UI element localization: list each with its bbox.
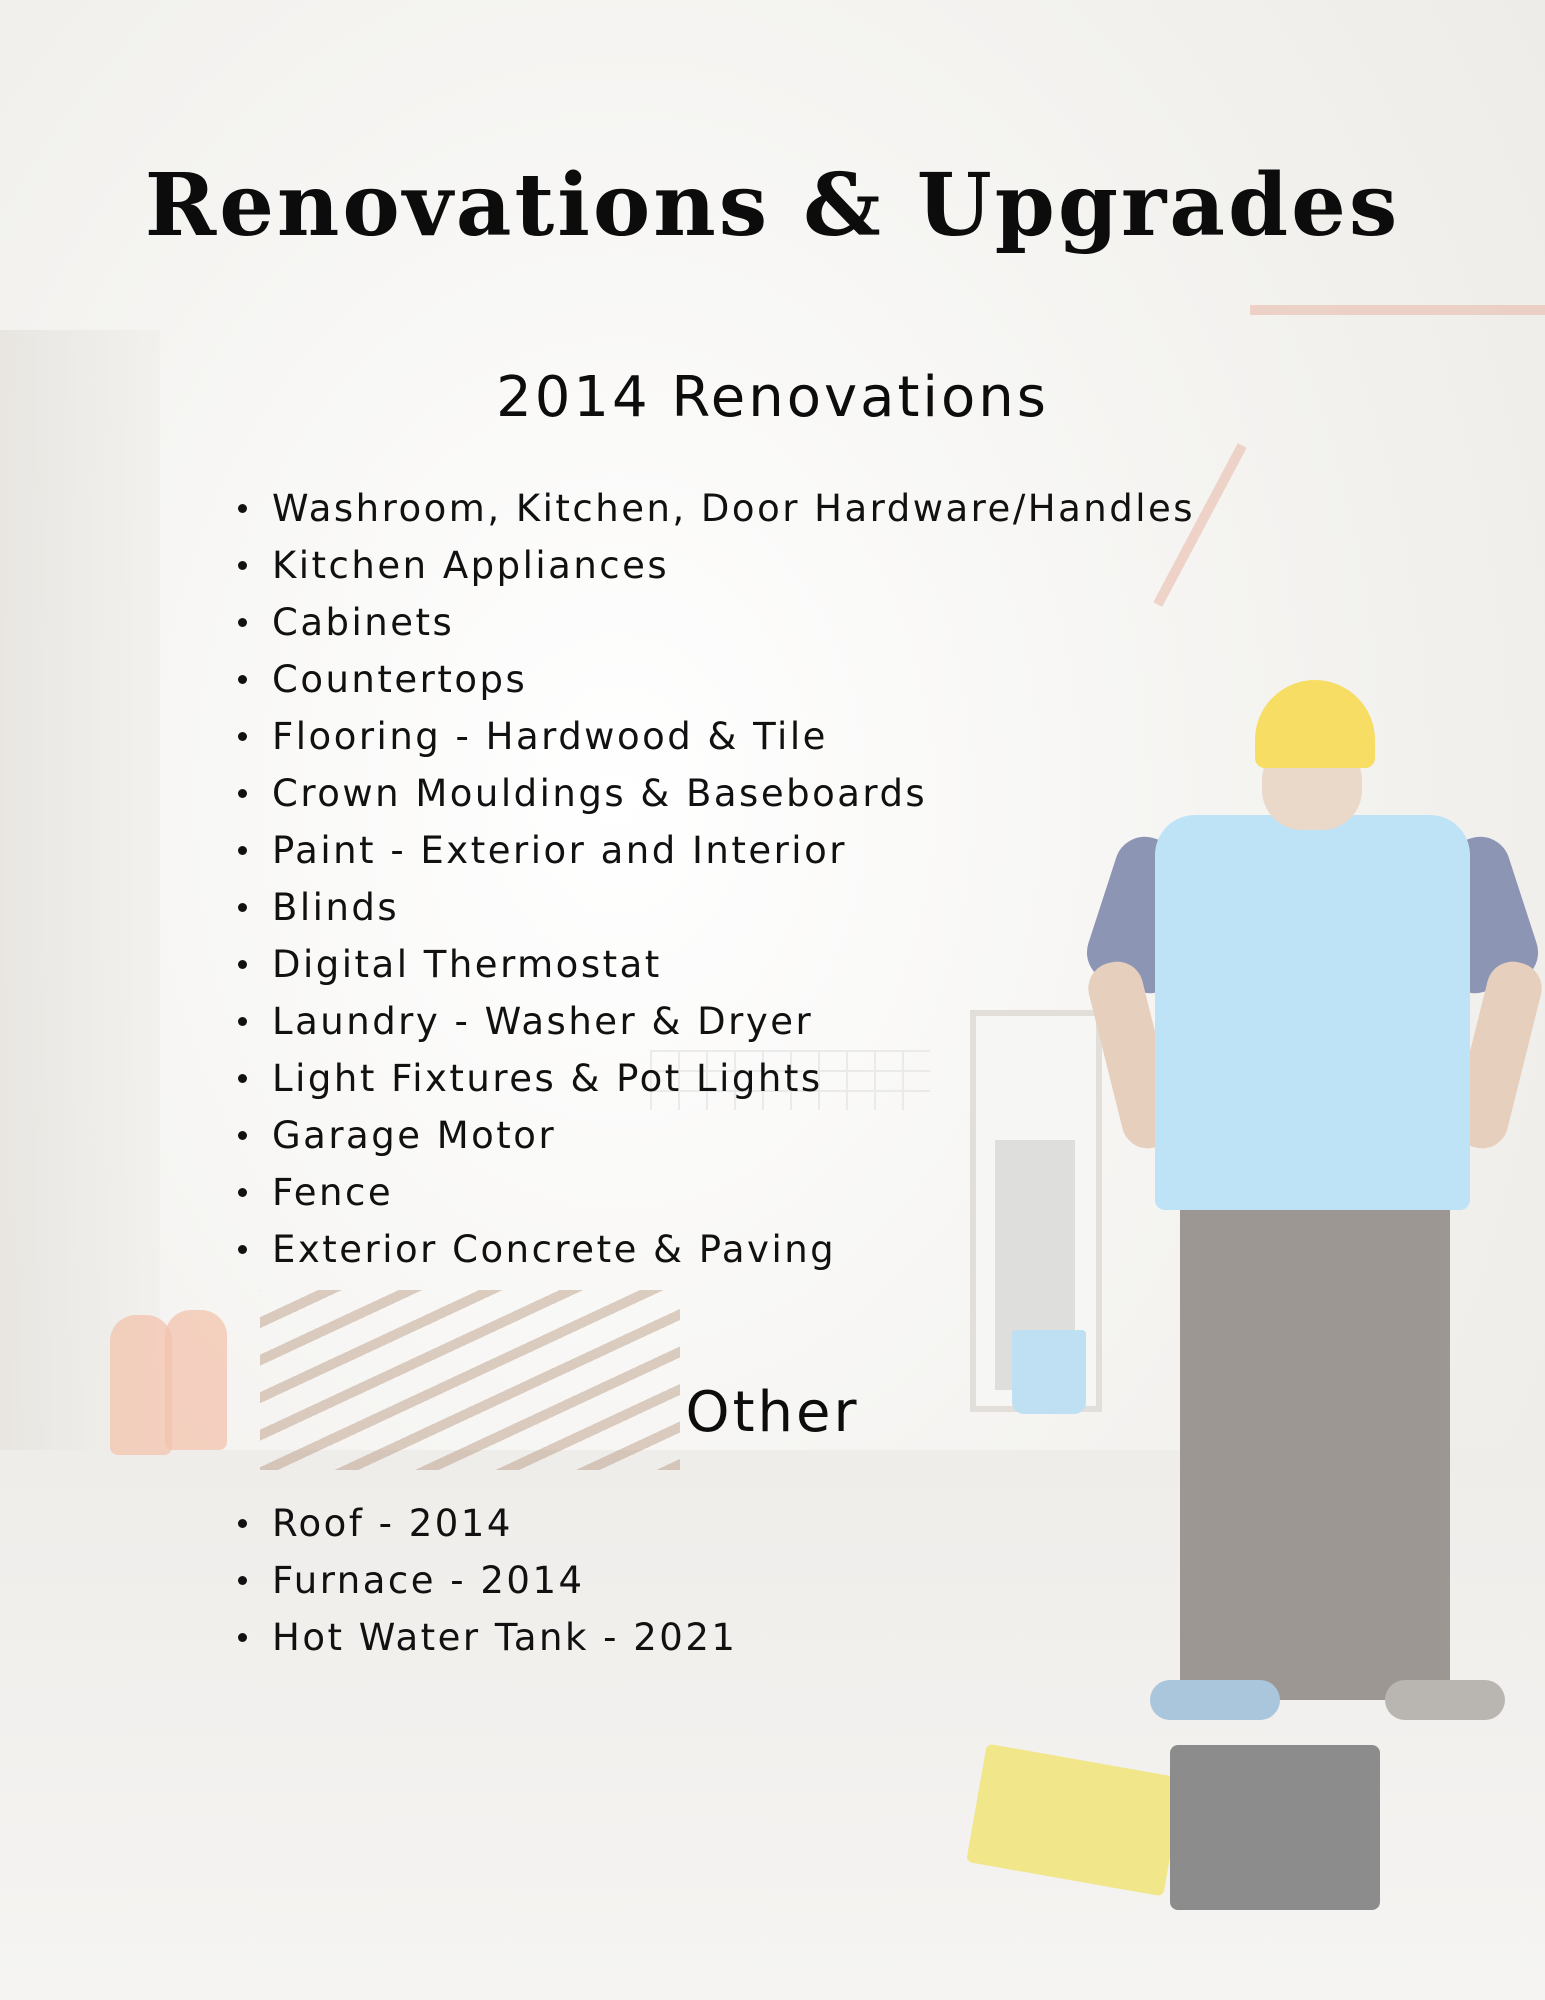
list-item-text: Digital Thermostat (272, 943, 662, 986)
bullet-dot-icon (238, 504, 247, 513)
list-item (238, 1050, 1195, 1107)
list-item (238, 1221, 1195, 1278)
list-item-text: Laundry - Washer & Dryer (272, 1000, 814, 1043)
section-heading-2014-renovations: 2014 Renovations (496, 365, 1049, 430)
bullet-dot-icon (238, 789, 247, 798)
list-item-text: Kitchen Appliances (272, 544, 670, 587)
bullet-dot-icon (238, 1131, 247, 1140)
list-item-text: Crown Mouldings & Baseboards (272, 772, 928, 815)
list-item (238, 1609, 737, 1666)
bullet-dot-icon (238, 1188, 247, 1197)
list-item-text: Flooring - Hardwood & Tile (272, 715, 828, 758)
list-item (238, 1495, 737, 1552)
renovations-list (238, 480, 1195, 1278)
list-item-text: Blinds (272, 886, 400, 929)
bullet-dot-icon (238, 1017, 247, 1026)
section-heading-other: Other (685, 1380, 860, 1445)
bullet-dot-icon (238, 675, 247, 684)
bullet-dot-icon (238, 1074, 247, 1083)
list-item (238, 765, 1195, 822)
list-item (238, 1552, 737, 1609)
list-item (238, 594, 1195, 651)
list-item-text: Roof - 2014 (272, 1502, 513, 1545)
list-item-text: Exterior Concrete & Paving (272, 1228, 837, 1271)
list-item (238, 651, 1195, 708)
list-item (238, 822, 1195, 879)
bullet-dot-icon (238, 1519, 247, 1528)
list-item (238, 708, 1195, 765)
bullet-dot-icon (238, 903, 247, 912)
list-item-text: Garage Motor (272, 1114, 557, 1157)
other-list (238, 1495, 737, 1666)
bullet-dot-icon (238, 1245, 247, 1254)
list-item-text: Hot Water Tank - 2021 (272, 1616, 738, 1659)
list-item-text: Light Fixtures & Pot Lights (272, 1057, 823, 1100)
list-item (238, 1107, 1195, 1164)
bullet-dot-icon (238, 618, 247, 627)
list-item (238, 480, 1195, 537)
list-item-text: Washroom, Kitchen, Door Hardware/Handles (272, 487, 1196, 530)
list-item (238, 537, 1195, 594)
list-item (238, 879, 1195, 936)
bullet-dot-icon (238, 732, 247, 741)
bullet-dot-icon (238, 1576, 247, 1585)
list-item (238, 993, 1195, 1050)
list-item (238, 936, 1195, 993)
bullet-dot-icon (238, 561, 247, 570)
bullet-dot-icon (238, 960, 247, 969)
page-title: Renovations & Upgrades (144, 155, 1401, 256)
list-item-text: Cabinets (272, 601, 455, 644)
list-item-text: Fence (272, 1171, 394, 1214)
bullet-dot-icon (238, 846, 247, 855)
list-item-text: Furnace - 2014 (272, 1559, 585, 1602)
list-item-text: Countertops (272, 658, 528, 701)
list-item (238, 1164, 1195, 1221)
bullet-dot-icon (238, 1633, 247, 1642)
list-item-text: Paint - Exterior and Interior (272, 829, 847, 872)
